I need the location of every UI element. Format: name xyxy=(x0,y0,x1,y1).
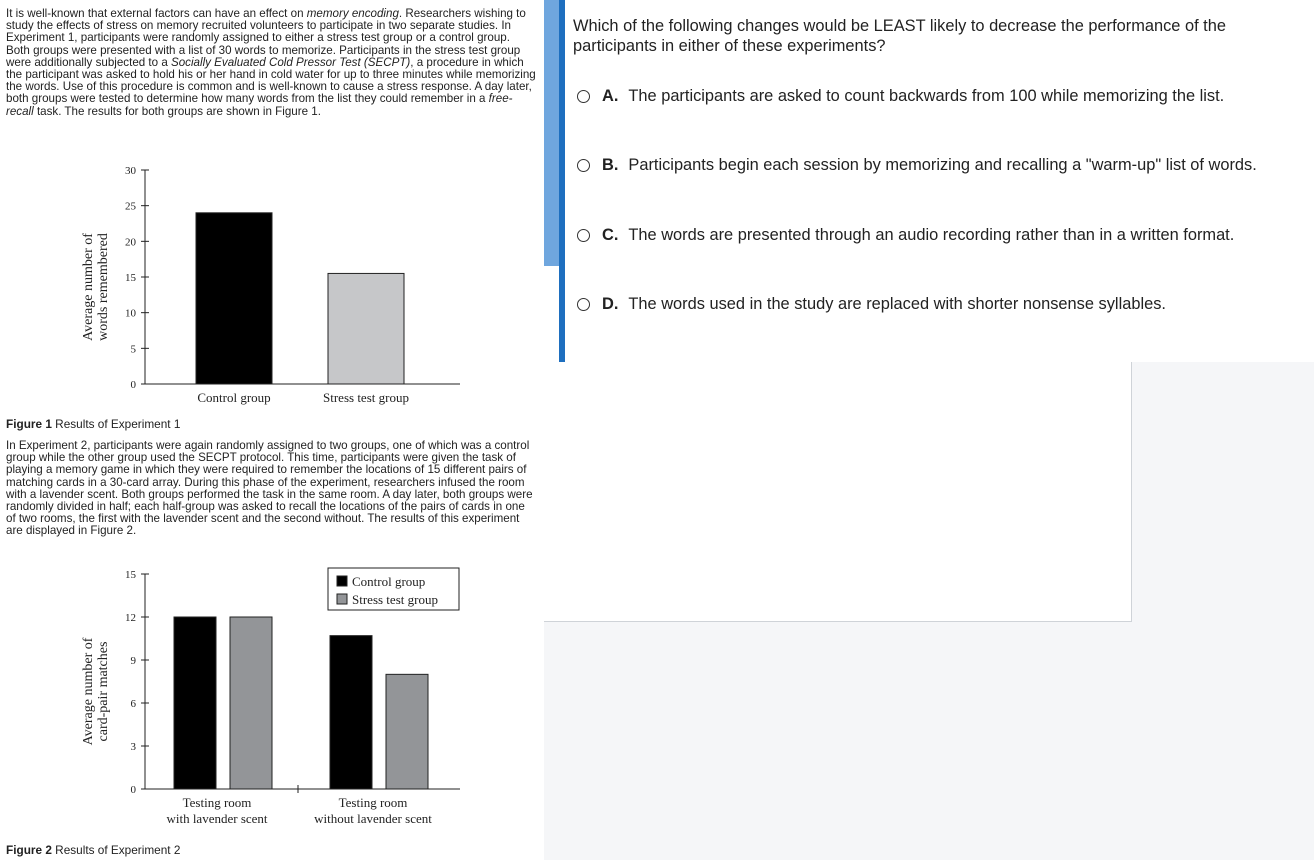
answer-option-b[interactable] xyxy=(577,153,1257,177)
bar-stress-test-group xyxy=(230,617,272,789)
bar-stress-test-group xyxy=(328,273,404,384)
question-text: Which of the following changes would be LEAST likely to decrease the performance of the participants in either of these experiments? xyxy=(573,17,1226,55)
y-tick-label: 25 xyxy=(125,200,136,213)
x-category-label: Control group xyxy=(197,390,271,405)
radio-circle-icon[interactable] xyxy=(577,298,590,311)
y-tick-label: 15 xyxy=(125,272,136,284)
legend-entry: Control group xyxy=(352,574,426,589)
answer-option-a[interactable] xyxy=(577,84,1224,108)
y-tick-label: 3 xyxy=(130,741,136,753)
option-letter: C. xyxy=(602,225,619,244)
figure-1-caption-text: Results of Experiment 1 xyxy=(51,417,181,431)
figure-1-caption-label: Figure 1 xyxy=(6,417,52,431)
question-panel-lower xyxy=(544,362,1132,622)
passage-scrollbar-thumb[interactable] xyxy=(544,0,559,266)
legend-swatch xyxy=(337,594,347,604)
option-text: The words are presented through an audio recording rather than in a written format. xyxy=(628,225,1235,244)
y-tick-label: 12 xyxy=(125,612,136,624)
radio-circle-icon[interactable] xyxy=(577,90,590,103)
y-axis-label: Average number of xyxy=(81,233,96,341)
figure-1-chart xyxy=(0,160,544,405)
option-letter: D. xyxy=(602,294,619,313)
x-category-label: Testing room xyxy=(182,795,252,810)
y-tick-label: 30 xyxy=(125,165,136,177)
passage-paragraph-1 xyxy=(6,8,536,118)
bar-stress-test-group xyxy=(386,674,428,789)
option-text: The participants are asked to count backwards from 100 while memorizing the list. xyxy=(628,86,1225,105)
y-tick-label: 20 xyxy=(125,236,136,249)
radio-circle-icon[interactable] xyxy=(577,229,590,242)
y-tick-label: 9 xyxy=(130,655,136,667)
y-axis-label: words remembered xyxy=(96,233,111,341)
bar-control-group xyxy=(196,213,272,384)
y-axis-label: card-pair matches xyxy=(96,641,111,742)
x-category-label: with lavender scent xyxy=(166,811,268,826)
legend-swatch xyxy=(337,576,347,586)
passage-text-run: task. The results for both groups are shown in Figure 1. xyxy=(33,104,321,118)
emphasized-term: memory encoding xyxy=(306,7,399,20)
legend-entry: Stress test group xyxy=(352,592,438,607)
y-tick-label: 6 xyxy=(130,698,136,710)
bar-control-group xyxy=(174,617,216,789)
emphasized-term: Socially Evaluated Cold Pressor Test (SECPT) xyxy=(171,55,411,69)
option-text: Participants begin each session by memorizing and recalling a "warm-up" list of words. xyxy=(628,155,1257,174)
radio-circle-icon[interactable] xyxy=(577,159,590,172)
figure-2-chart xyxy=(0,564,544,834)
emphasized-term: free-recall xyxy=(6,92,513,118)
passage-text-run: , a procedure in which the participant was asked to hold his or her hand in cold water for up to three minutes while memorizing the words. Use of this procedure is common and is well-known to cause a stress response. A day later, both groups were tested to determine how many words from the list they could remember in a xyxy=(6,55,536,106)
y-axis-label: Average number of xyxy=(81,637,96,746)
passage-text-run: . Researchers wishing to study the effects of stress on memory recruited volunteers to participate in two separate studies. In Experiment 1, participants were randomly assigned to either a stress test group or a control group. Both groups were presented with a list of 30 words to memorize. Participants in the stress test group were additionally subjected to a xyxy=(6,7,526,69)
x-category-label: without lavender scent xyxy=(314,811,432,826)
y-tick-label: 0 xyxy=(130,379,136,391)
passage-paragraph-2: In Experiment 2, participants were again randomly assigned to two groups, one of which was a control group while the other group used the SECPT protocol. This time, participants were given the task of playing a memory game in which they were required to remember the locations of 15 different pairs of matching cards in a 30-card array. During this phase of the experiment, researchers infused the room with a lavender scent. Both groups performed the task in the same room. A day later, both groups were randomly divided in half; each half-group was asked to recall the locations of the pairs of cards in one of two rooms, the first with the lavender scent and the second without. The results of this experiment are displayed in Figure 2. xyxy=(6,439,533,538)
figure-1-caption xyxy=(6,417,180,431)
figure-2-caption xyxy=(6,843,180,857)
y-tick-label: 10 xyxy=(125,307,136,320)
y-tick-label: 15 xyxy=(125,569,136,581)
option-letter: B. xyxy=(602,155,619,174)
option-letter: A. xyxy=(602,86,619,105)
question-panel xyxy=(565,0,1314,362)
figure-2-caption-text: Results of Experiment 2 xyxy=(51,843,181,857)
passage-text-run: It is well-known that external factors can have an effect on xyxy=(6,7,307,20)
answer-option-d[interactable] xyxy=(577,292,1166,316)
answer-option-c[interactable] xyxy=(577,223,1234,247)
option-text: The words used in the study are replaced with shorter nonsense syllables. xyxy=(628,294,1166,313)
x-category-label: Stress test group xyxy=(323,390,409,405)
x-category-label: Testing room xyxy=(338,795,408,810)
y-tick-label: 0 xyxy=(130,784,136,796)
figure-2-caption-label: Figure 2 xyxy=(6,843,52,857)
y-tick-label: 5 xyxy=(130,343,136,356)
bar-control-group xyxy=(330,636,372,789)
passage-panel[interactable] xyxy=(0,0,544,860)
